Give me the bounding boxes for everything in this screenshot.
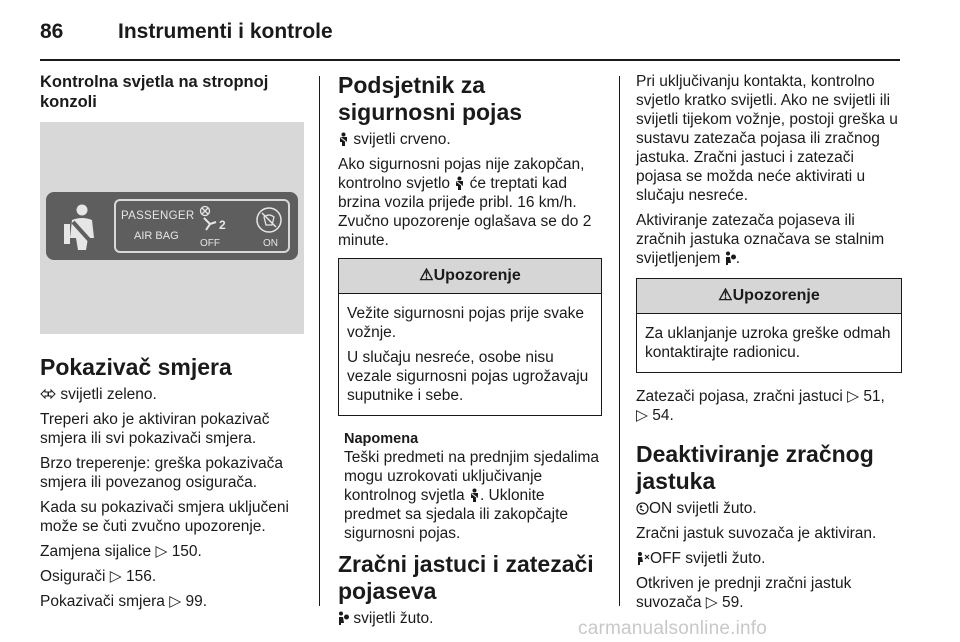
seat-number: 2 [219, 218, 226, 232]
note-block [338, 430, 602, 543]
page-ref-arrow-icon: ▷ [847, 388, 859, 405]
airbag-detected-text: Otkriven je prednji zračni jastuk suvozača ▷ 59. [636, 575, 852, 611]
warning-heading: ⚠Upozorenje [637, 279, 901, 314]
watermark: carmanualsonline.info [578, 618, 768, 639]
seatbelt-icon [60, 202, 104, 252]
header-rule [40, 59, 900, 61]
airbag-active-text: Zračni jastuk suvozača je aktiviran. [636, 525, 877, 542]
warning-box-seatbelt [338, 258, 602, 416]
airbag-deactivation-heading: Deaktiviranje zračnog jastuka [636, 441, 874, 494]
ref-tensioners-airbags[interactable]: Zatezači pojasa, zračni jastuci ▷ 51, ▷ 54. [636, 388, 885, 424]
page-ref-arrow-icon: ▷ [636, 407, 648, 424]
on-label: ON [263, 238, 278, 249]
airbag-status-frame [114, 199, 290, 253]
ref-fuses[interactable]: Osigurači ▷ 156. [40, 568, 157, 585]
seatbelt-reminder-heading: Podsjetnik za sigurnosni pojas [338, 72, 523, 125]
note-title: Napomena [344, 431, 419, 447]
warning-triangle-icon: ⚠ [419, 267, 434, 284]
ref-bulb[interactable]: Zamjena sijalice ▷ 150. [40, 543, 202, 560]
indicator-panel [46, 192, 298, 260]
seatbelt-small-icon [454, 176, 465, 190]
seatbelt-color: svijetli crveno. [338, 130, 602, 149]
airbags-tensioners-heading: Zračni jastuci i zatezači pojaseva [338, 551, 594, 604]
airbag-small-icon [725, 251, 736, 265]
column-1 [40, 72, 306, 617]
airbag-activation-text: Aktiviranje zatezača pojaseva ili zračnih jastuka označava se stalnim svijetljenjem . [636, 212, 885, 267]
turn-signal-color: svijetli zeleno. [40, 385, 306, 404]
ref-turn-signals[interactable]: Pokazivači smjera ▷ 99. [40, 593, 208, 610]
warning-text-1: Vežite sigurnosni pojas prije svake vožnje. [347, 305, 584, 341]
page-header [0, 0, 960, 62]
page-ref-arrow-icon: ▷ [155, 543, 168, 560]
turn-signal-heading: Pokazivač smjera [40, 354, 232, 380]
page-number: 86 [40, 20, 64, 43]
airbag-small-icon [338, 611, 349, 625]
section-title: Instrumenti i kontrole [118, 20, 333, 43]
warning-heading: ⚠Upozorenje [339, 259, 601, 294]
turn-signal-desc-2: Brzo treperenje: greška pokazivača smjera ili povezanog osigurača. [40, 455, 283, 491]
turn-signal-icon [40, 389, 56, 399]
page-ref-arrow-icon: ▷ [109, 568, 122, 585]
warning-text-2: U slučaju nesreće, osobe nisu vezale sigurnosni pojas ugrožavaju suputnike i sebe. [347, 349, 589, 404]
page-ref-arrow-icon: ▷ [705, 594, 718, 611]
airbag-label: AIR BAG [134, 230, 179, 242]
ceiling-console-figure [40, 122, 304, 334]
turn-signal-desc-3: Kada su pokazivači smjera uključeni može se čuti zvučno upozorenje. [40, 499, 289, 535]
airbag-on-icon [636, 502, 649, 515]
column-divider-2 [619, 76, 620, 606]
airbag-off-indicator: OFF svijetli žuto. [636, 549, 902, 568]
seatbelt-description: Ako sigurnosni pojas nije zakopčan, kontrolno svjetlo će treptati kad brzina vozila prijeđe pribl. 16 km/h. Zvučno upozorenje oglašava se do 2 minute. [338, 156, 592, 249]
passenger-airbag-on-icon [254, 205, 284, 235]
warning-text: Za uklanjanje uzroka greške odmah kontaktirajte radionicu. [645, 325, 891, 361]
page-ref-arrow-icon: ▷ [169, 593, 182, 610]
turn-signal-desc-1: Treperi ako je aktiviran pokazivač smjera ili svi pokazivači smjera. [40, 411, 270, 447]
airbag-on-indicator: ON svijetli žuto. [636, 499, 902, 518]
column-3 [636, 72, 902, 618]
airbag-check-text: Pri uključivanju kontakta, kontrolno svjetlo kratko svijetli. Ako ne svijetli ili svijetli tijekom vožnje, postoji greška u sustavu zatezača pojasa ili zračnog jastuka. Zračni jastuci i zatezači pojasa se možda neće aktivirati u slučaju nesreće. [636, 73, 898, 204]
ceiling-lights-heading: Kontrolna svjetla na stropnoj konzoli [40, 73, 269, 111]
warning-box-airbag [636, 278, 902, 373]
seatbelt-small-icon [469, 488, 480, 502]
note-text: Teški predmeti na prednjim sjedalima mogu uzrokovati uključivanje kontrolnog svjetla . Uklonite predmet sa sjedala ili zakopčajte sigurnosni pojas. [344, 449, 600, 542]
warning-triangle-icon: ⚠ [718, 287, 733, 304]
seatbelt-small-icon [338, 132, 349, 146]
airbag-off-icon [636, 551, 650, 565]
airbag-color: svijetli žuto. [338, 609, 602, 628]
column-divider-1 [319, 76, 320, 606]
column-2 [338, 72, 602, 634]
passenger-label: PASSENGER [121, 210, 195, 222]
off-label: OFF [200, 238, 220, 249]
